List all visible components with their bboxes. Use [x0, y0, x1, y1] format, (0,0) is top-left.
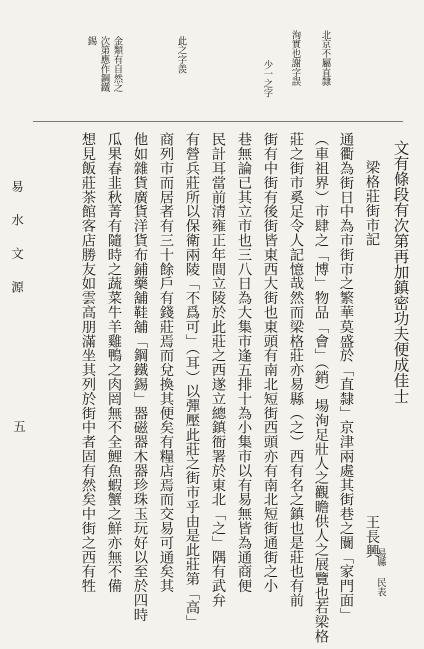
running-head: 易 水 文 源 — [9, 180, 25, 296]
annotation-note: 金類有自然之 — [111, 36, 123, 93]
page-number: 五 — [11, 420, 27, 433]
body-line: 民計耳當前清雍正年間立陵於此莊之西遂立總鎮衙署於東北「之」隅有武弁 — [209, 132, 226, 608]
body-line: 瓜果春韭秋菁有隨時之蔬菜牛羊雞鴨之肉罔無不全鯉魚蝦蟹之鮮亦無不備 — [105, 132, 122, 593]
author-name: 王長興 — [363, 515, 380, 559]
body-line: 巷無論已其立市也三八日為大集市逢五排十為小集市以有易無皆為通商便 — [235, 132, 252, 593]
annotation-note: 北京不屬直隸 — [319, 30, 331, 87]
body-line: 莊之街市奚足令人記憶哉然而梁格莊亦易縣（之）西有名之鎮也是莊也有前 — [287, 132, 304, 608]
annotation-note: 次第應作鋼鐵 — [98, 36, 110, 93]
essay-title: 梁格莊街市記 — [363, 160, 380, 247]
body-line: 想見飯莊茶館客店勝友如雲高朋滿坐其列於街中者固有然矣中街之西有牲 — [79, 132, 96, 593]
annotation-note: 洵實也謝字誤 — [289, 30, 301, 87]
annotation-note: 此之字羨 — [175, 36, 187, 74]
author-tag: 易縣 民表 — [374, 548, 386, 597]
body-line: （車祖界）市肆之「博」物品「會」（銷）場洵足壯人之觀瞻供人之展覽也若梁格 — [312, 132, 329, 644]
header-rule — [33, 121, 403, 122]
body-line: 有營兵莊所以保衛兩陵「不爲可」（耳）以彈壓此莊之街市乎由是此莊第「高」 — [183, 132, 200, 629]
body-line: 商列市而居者有三十餘戶有錢莊焉而兌換其便矣有糧店焉而交易可通矣其 — [157, 132, 174, 593]
header-line: 文有條段有次第再加鎮密功夫便成佳士 — [391, 140, 410, 404]
annotation-note: 錫 — [85, 36, 97, 46]
body-line: 街有中街有後街皆東西大街也東頭有南北短街西頭亦有南北短街通街之小 — [261, 132, 278, 593]
body-line: 通衢為街日中為市街市之繁華莫盛於「直隸」京津兩處其街巷之闤「家門面」 — [337, 132, 354, 622]
body-line: 他如雜貨廣貨洋貨布鋪藥舖鞋舖「鋼鐵錫」器磁器木器珍珠玉玩好以至於四時 — [131, 132, 148, 622]
annotation-note: 少一之字 — [261, 60, 273, 98]
